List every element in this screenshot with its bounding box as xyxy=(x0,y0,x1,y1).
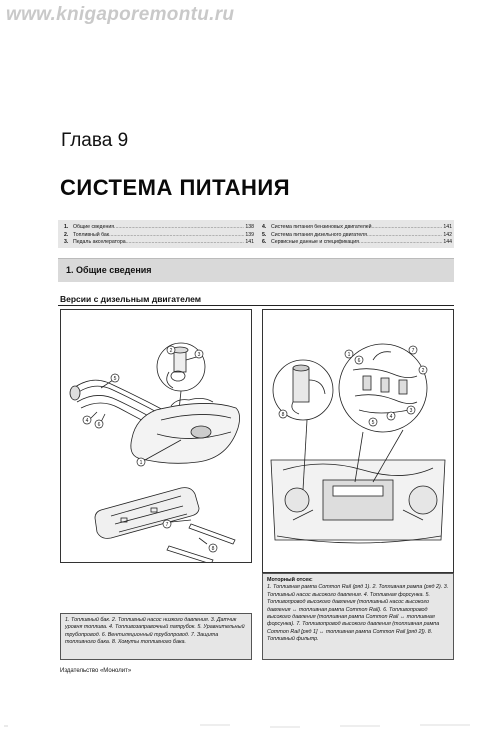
subsection-heading: Версии с дизельным двигателем xyxy=(60,294,202,304)
caption-title: Моторный отсек: xyxy=(267,577,313,583)
publisher-credit: Издательство «Монолит» xyxy=(60,668,132,674)
callout: 8 xyxy=(281,412,285,418)
toc-item[interactable]: 6. Сервисные данные и спецификация ..... 144 xyxy=(262,239,452,247)
divider xyxy=(58,305,454,306)
table-of-contents xyxy=(58,220,454,248)
callout: 3 xyxy=(409,408,413,414)
toc-item[interactable]: 3. Педаль акселератора ..... 141 xyxy=(64,239,254,247)
caption-text: 1. Топливная рампа Common Rail (ряд 1). 2. Топливная рампа (ряд 2). 3. Топливный насос высокого давления. 4. Топливная форсунка. 5. Топливопровод высокого давления (топливный насос высокого давления ↔ топливная рампа Common Rail). 6. Топливопровод высокого давления (топливная рампа Common Rail ↔ топливная форсунка). 7. Топливопровод высокого давления (топливная рампа Common Rail [ряд 1] ↔ топливная рампа Common Rail [ряд 2]). 8. Топливный фильтр. xyxy=(267,584,449,643)
callout: 2 xyxy=(421,368,425,374)
callout: 5 xyxy=(371,420,375,426)
callout: 7 xyxy=(411,348,415,354)
toc-item[interactable]: 2. Топливный бак ..... 139 xyxy=(64,232,254,240)
toc-item[interactable]: 1. Общие сведения ..... 138 xyxy=(64,224,254,232)
callout: 2 xyxy=(169,348,173,354)
section-header xyxy=(58,258,454,282)
figure-caption-left: 1. Топливный бак. 2. Топливный насос низкого давления. 3. Датчик уровня топлива. 4. Топливозаправочный патрубок. 5. Уравнительный трубопровод. 6. Вентиляционный трубопровод. 7. Защита топливного бака. 8. Хомуты топливного бака. xyxy=(60,613,252,660)
callout: 4 xyxy=(389,414,393,420)
chapter-title: СИСТЕМА ПИТАНИЯ xyxy=(60,175,291,200)
section-title: 1. Общие сведения xyxy=(66,265,152,275)
chapter-heading: Глава 9 xyxy=(61,130,129,151)
toc-column-right xyxy=(262,224,452,247)
callout: 1 xyxy=(139,460,143,466)
callout: 6 xyxy=(357,358,361,364)
callout: 1 xyxy=(347,352,351,358)
toc-item[interactable]: 5. Система питания дизельного двигателя ..... 142 xyxy=(262,232,452,240)
watermark: www.knigaporemontu.ru xyxy=(6,4,235,25)
callout: 8 xyxy=(211,546,215,552)
toc-item[interactable]: 4. Система питания бензиновых двигателей ..... 141 xyxy=(262,224,452,232)
figure-caption-right xyxy=(262,573,454,660)
engine-compartment-drawing xyxy=(263,310,453,572)
callout: 4 xyxy=(85,418,89,424)
fuel-tank-drawing xyxy=(61,310,251,562)
fuel-tank-illustration xyxy=(60,309,252,563)
engine-compartment-illustration xyxy=(262,309,454,573)
callout: 3 xyxy=(197,352,201,358)
toc-column-left xyxy=(64,224,254,247)
callout: 7 xyxy=(165,522,169,528)
callout: 6 xyxy=(97,422,101,428)
callout: 5 xyxy=(113,376,117,382)
scan-artifact xyxy=(0,722,500,732)
